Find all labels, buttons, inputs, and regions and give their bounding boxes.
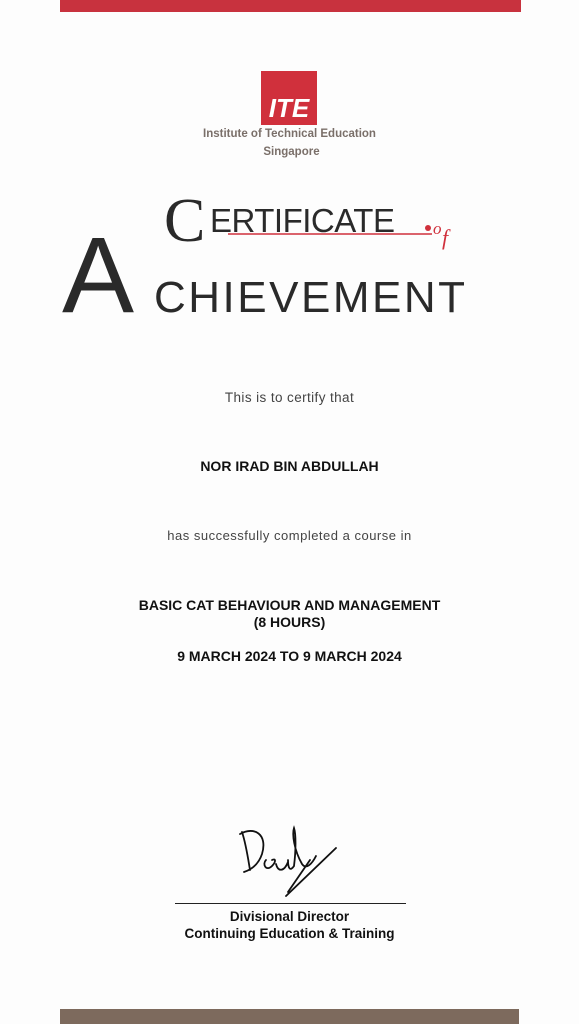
ite-logo — [261, 71, 317, 125]
course-hours: (8 HOURS) — [253, 614, 326, 630]
certify-text: This is to certify that — [224, 390, 355, 405]
title-dot — [425, 225, 431, 231]
organization-name: Institute of Technical Education — [203, 128, 376, 140]
title-certificate: ERTIFICATE — [210, 202, 395, 239]
signature-line — [175, 903, 406, 904]
organization-location: Singapore — [263, 146, 320, 158]
signatory-department: Continuing Education & Training — [184, 926, 395, 941]
signatory-title: Divisional Director — [229, 909, 350, 924]
title-of-f: f — [442, 225, 449, 250]
title-achievement: CHIEVEMENT — [154, 273, 468, 322]
top-accent-bar — [60, 0, 521, 12]
completed-text: has successfully completed a course in — [167, 528, 412, 543]
course-dates: 9 MARCH 2024 TO 9 MARCH 2024 — [177, 648, 402, 664]
ite-logo-text: ITE — [268, 93, 310, 123]
signature — [232, 820, 342, 900]
title-initial-a: A — [62, 214, 135, 325]
course-name: BASIC CAT BEHAVIOUR AND MANAGEMENT — [138, 597, 441, 613]
title-initial-c: C — [164, 187, 206, 255]
certificate-title — [0, 175, 579, 325]
recipient-name: NOR IRAD BIN ABDULLAH — [200, 458, 379, 474]
title-of-o: o — [433, 219, 442, 238]
bottom-accent-bar — [60, 1009, 519, 1024]
